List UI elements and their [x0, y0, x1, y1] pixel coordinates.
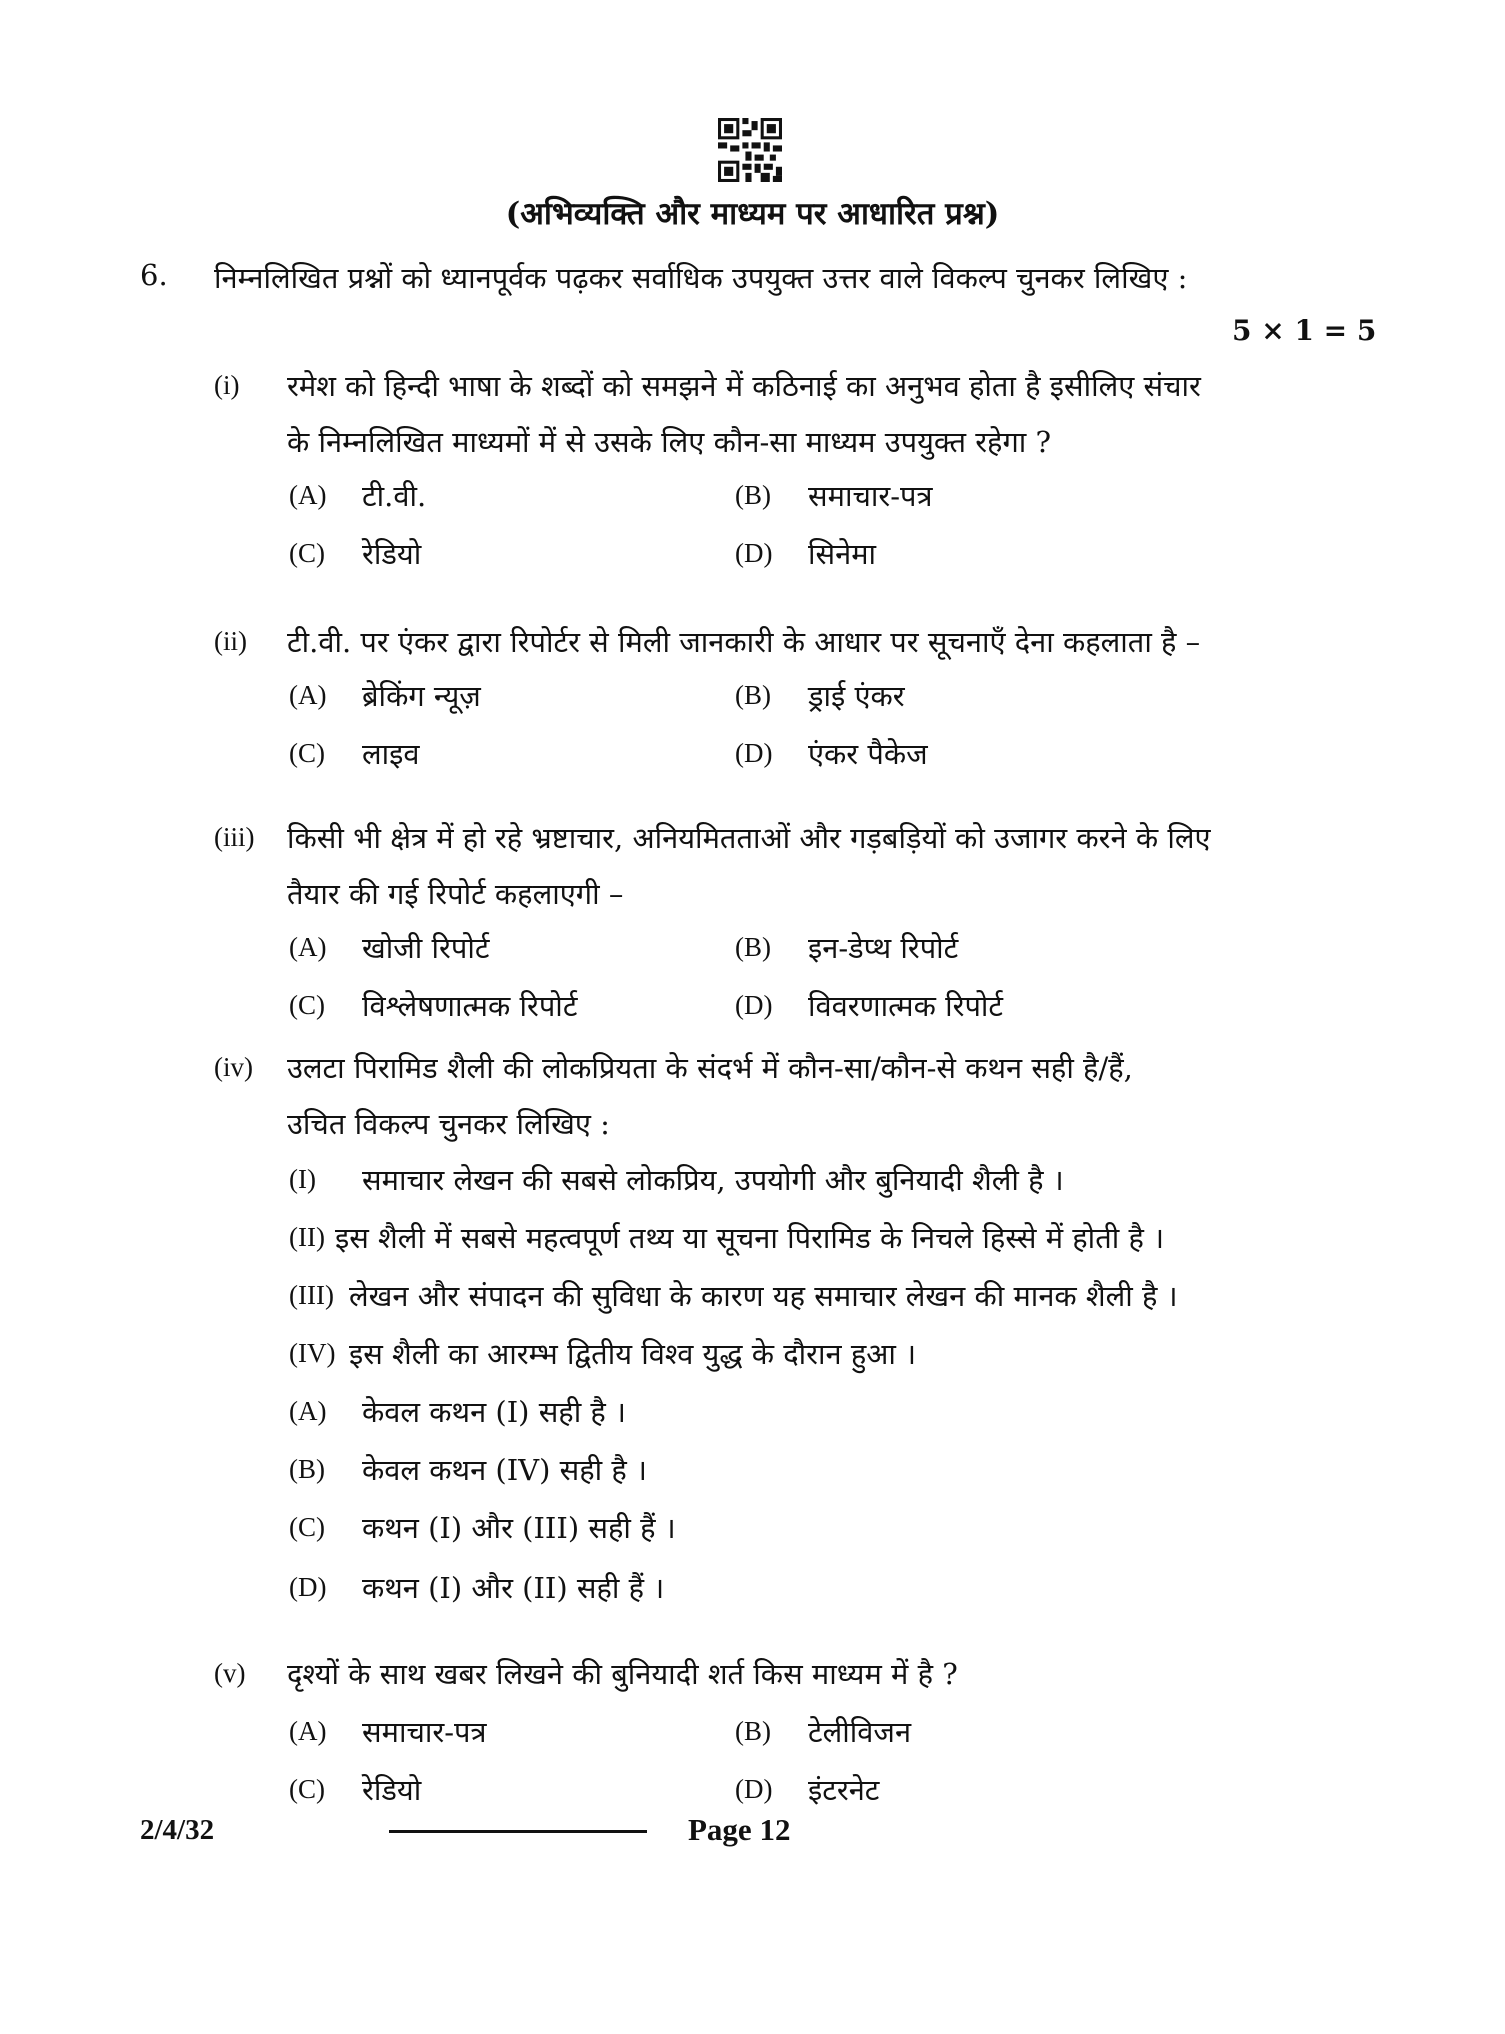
option-text: कथन (I) और (II) सही हैं ।: [362, 1571, 665, 1605]
option-text: इन-डेप्थ रिपोर्ट: [808, 931, 959, 965]
option-text: लाइव: [362, 737, 420, 771]
sub-question-number: (iii): [214, 822, 255, 852]
sub-question-text-line: के निम्नलिखित माध्यमों में से उसके लिए कौन-सा माध्यम उपयुक्त रहेगा ?: [287, 425, 1052, 459]
option-text: रेडियो: [362, 537, 422, 571]
footer-divider: [389, 1830, 647, 1833]
statement-text: समाचार लेखन की सबसे लोकप्रिय, उपयोगी और बुनियादी शैली है ।: [362, 1163, 1064, 1197]
sub-question-text-line: उलटा पिरामिड शैली की लोकप्रियता के संदर्भ में कौन-सा/कौन-से कथन सही है/हैं,: [287, 1051, 1133, 1085]
sub-question-number: (v): [214, 1658, 246, 1688]
option-text: इंटरनेट: [808, 1773, 880, 1807]
option-text: केवल कथन (IV) सही है ।: [362, 1453, 647, 1487]
question-number: 6.: [140, 258, 168, 292]
option-label: (A): [289, 1716, 327, 1746]
option-label: (D): [289, 1572, 327, 1602]
option-label: (B): [735, 480, 771, 510]
statement-label: (III): [289, 1280, 334, 1310]
option-label: (A): [289, 480, 327, 510]
sub-question-text-line: उचित विकल्प चुनकर लिखिए :: [287, 1107, 610, 1141]
statement-label: (I): [289, 1164, 316, 1194]
qr-code-icon: [718, 118, 782, 182]
option-text: ब्रेकिंग न्यूज़: [362, 679, 481, 713]
sub-question-text-line: टी.वी. पर एंकर द्वारा रिपोर्टर से मिली जानकारी के आधार पर सूचनाएँ देना कहलाता है –: [287, 625, 1201, 659]
option-text: टी.वी.: [362, 479, 427, 513]
sub-question-text-line: रमेश को हिन्दी भाषा के शब्दों को समझने में कठिनाई का अनुभव होता है इसीलिए संचार: [287, 369, 1201, 403]
sub-question-number: (ii): [214, 626, 247, 656]
paper-code: 2/4/32: [140, 1814, 215, 1846]
option-text: कथन (I) और (III) सही हैं ।: [362, 1511, 676, 1545]
option-label: (D): [735, 1774, 773, 1804]
statement-label: (II): [289, 1222, 325, 1252]
statement-text: इस शैली का आरम्भ द्वितीय विश्व युद्ध के दौरान हुआ ।: [349, 1337, 917, 1371]
option-label: (B): [735, 1716, 771, 1746]
section-title: (अभिव्यक्ति और माध्यम पर आधारित प्रश्न): [505, 196, 1000, 232]
option-text: विश्लेषणात्मक रिपोर्ट: [362, 989, 578, 1023]
sub-question-text-line: दृश्यों के साथ खबर लिखने की बुनियादी शर्त किस माध्यम में है ?: [287, 1657, 958, 1691]
marks-allocation: 5 × 1 = 5: [1232, 314, 1377, 347]
sub-question-text-line: तैयार की गई रिपोर्ट कहलाएगी –: [287, 877, 624, 911]
sub-question-text-line: किसी भी क्षेत्र में हो रहे भ्रष्टाचार, अनियमितताओं और गड़बड़ियों को उजागर करने के लिए: [287, 821, 1211, 855]
option-label: (A): [289, 932, 327, 962]
option-label: (A): [289, 1396, 327, 1426]
option-text: केवल कथन (I) सही है ।: [362, 1395, 627, 1429]
option-label: (C): [289, 738, 325, 768]
statement-text: इस शैली में सबसे महत्वपूर्ण तथ्य या सूचना पिरामिड के निचले हिस्से में होती है ।: [335, 1221, 1165, 1255]
option-label: (A): [289, 680, 327, 710]
option-text: विवरणात्मक रिपोर्ट: [808, 989, 1004, 1023]
sub-question-number: (i): [214, 370, 240, 400]
option-text: टेलीविजन: [808, 1715, 912, 1749]
option-label: (D): [735, 538, 773, 568]
option-label: (D): [735, 738, 773, 768]
statement-text: लेखन और संपादन की सुविधा के कारण यह समाचार लेखन की मानक शैली है ।: [349, 1279, 1178, 1313]
statement-label: (IV): [289, 1338, 336, 1368]
option-text: एंकर पैकेज: [808, 737, 928, 771]
option-text: समाचार-पत्र: [362, 1715, 487, 1749]
option-label: (C): [289, 538, 325, 568]
page-number: Page 12: [688, 1812, 791, 1847]
sub-question-number: (iv): [214, 1052, 253, 1082]
option-label: (C): [289, 1512, 325, 1542]
option-text: समाचार-पत्र: [808, 479, 933, 513]
option-label: (C): [289, 990, 325, 1020]
option-label: (B): [735, 680, 771, 710]
option-label: (C): [289, 1774, 325, 1804]
option-label: (B): [735, 932, 771, 962]
option-label: (D): [735, 990, 773, 1020]
option-text: खोजी रिपोर्ट: [362, 931, 490, 965]
option-label: (B): [289, 1454, 325, 1484]
question-instruction: निम्नलिखित प्रश्नों को ध्यानपूर्वक पढ़कर सर्वाधिक उपयुक्त उत्तर वाले विकल्प चुनकर लिखिए :: [214, 261, 1188, 295]
option-text: सिनेमा: [808, 537, 877, 571]
option-text: ड्राई एंकर: [808, 679, 905, 713]
option-text: रेडियो: [362, 1773, 422, 1807]
